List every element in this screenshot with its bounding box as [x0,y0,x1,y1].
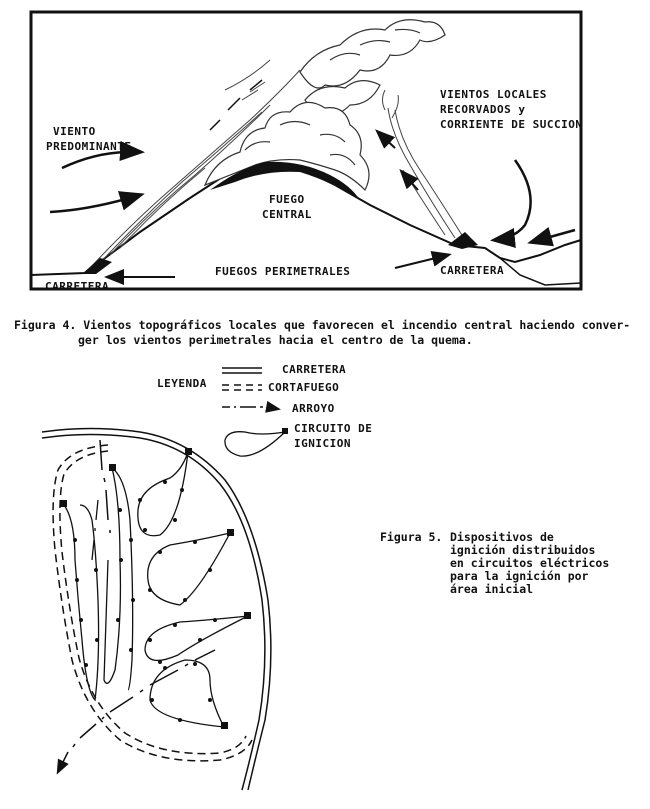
local-wind-arrow-low [532,230,575,242]
wind-arrow-dashed-upper [210,80,262,130]
label-central-fire-2: CENTRAL [262,208,312,221]
road-outer [42,429,271,791]
legend-road-label: CARRETERA [282,363,347,376]
legend-circuit-symbol [225,432,285,456]
figure-4-caption-line2: ger los vientos perimetrales hacia el centro de la quema. [78,333,473,347]
legend-firebreak-label: CORTAFUEGO [268,381,340,394]
prevailing-wind-arrow-1 [62,152,140,168]
label-prevailing-wind-2: PREDOMINANTE [46,140,132,153]
label-local-winds-2: RECORVADOS y [440,103,526,116]
label-prevailing-wind-1: VIENTO [53,125,96,138]
legend-circuit-label-2: IGNICION [294,437,351,450]
figure-5-caption-line5: área inicial [450,582,534,596]
legend-firebreak-symbol [222,385,262,390]
figure-5-caption-line3: en circuitos eléctricos [450,556,610,570]
legend-stream-symbol [222,407,278,409]
legend-circuit-box [282,428,288,434]
smoke-billow-upper [300,20,445,116]
figure-4-caption-line1: Figura 4. Vientos topográficos locales que favorecen el incendio central haciendo conver- [14,318,631,332]
label-road-right: CARRETERA [440,264,505,277]
figure-5-caption-line4: para la ignición por [450,569,589,583]
label-local-winds-3: CORRIENTE DE SUCCION [440,118,583,131]
firebreak [53,445,252,761]
prevailing-wind-arrow-2 [50,195,140,212]
legend-title: LEYENDA [157,377,207,390]
label-central-fire-1: FUEGO [269,193,305,206]
label-perimeter-fires: FUEGOS PERIMETRALES [215,265,351,278]
ignition-circuits [64,452,248,727]
legend-road-symbol [222,368,262,373]
label-road-left: CARRETERA [45,280,110,293]
figure-5-caption-line2: ignición distribuidos [450,543,596,557]
smoke-central-fire [205,102,369,190]
legend-circuit-label-1: CIRCUITO DE [294,422,373,435]
ignition-devices [73,480,217,722]
road-inner [42,435,265,791]
figure-5-caption-line1: Dispositivos de [450,530,554,544]
legend-stream-label: ARROYO [292,402,335,415]
figure-5-caption-number: Figura 5. [380,530,443,544]
label-local-winds-1: VIENTOS LOCALES [440,88,547,101]
suction-arrow-1 [378,132,395,148]
local-wind-arrow-curved [495,160,531,240]
stream [100,440,110,533]
